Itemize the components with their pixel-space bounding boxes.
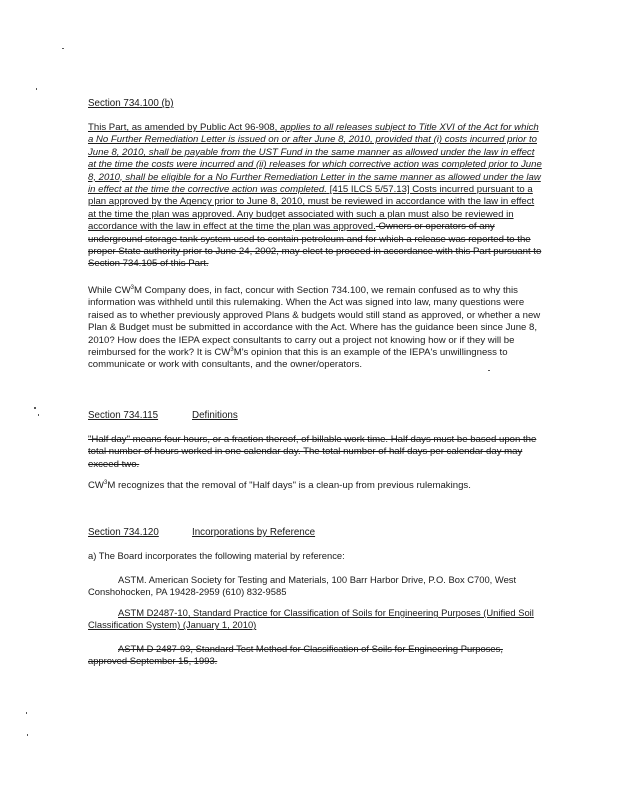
section-120-heading-number: Section 734.120 [88, 527, 159, 538]
astm-d2487-10-reference: ASTM D2487-10, Standard Practice for Classification of Soils for Engineering Purposes (Unified Soil Classification System) (January 1, 2010) [88, 607, 534, 631]
rule-cost-review: [415 ILCS 5/57.13] Costs incurred pursuant to a plan approved by the Agency prior to June 8, 2010, must be reviewed in accordance with the law in effect at the time the plan was approved. Any budget associated with such a plan must also be reviewed in accordance with the law in effect at the time the plan was approved. [88, 184, 535, 233]
scan-speck [38, 414, 39, 416]
section-100-heading: Section 734.100 (b) [88, 98, 174, 109]
section-115-comment: $CW^3M$ recognizes that the removal of "Half days" is a clean-up from previous rulemakings. [88, 479, 471, 491]
scan-speck [62, 48, 64, 49]
section-120-item-a: a) The Board incorporates the following material by reference: [88, 550, 345, 561]
rule-intro: This Part, as amended by Public Act 96-908, [88, 122, 280, 133]
section-115-heading-title: Definitions [192, 410, 238, 421]
section-115-rule-deleted: "Half day" means four hours, or a fraction thereof, of billable work time. Half days must be based upon the total number of hours worked in one calendar day. The total number of half days per calendar day may exceed two. [88, 434, 537, 470]
astm-organization: ASTM. American Society for Testing and Materials, 100 Barr Harbor Drive, P.O. Box C700, West Conshohocken, PA 19428-2959 (610) 832-9585 [88, 574, 517, 598]
rule-statute-quote: applies to all releases subject to Title XVI of the Act for which a No Further Remediation Letter is issued on or after June 8, 2010, provided that (i) costs incurred prior to June 8, 2010, shall be payable from the UST Fund in the same manner as allowed under the law in effect at the time the costs were incurred and (ii) releases for which corrective action was completed prior to June 8, 2010, shall be eligible for a No Further Remediation Letter in the same manner as allowed under the law in effect at the time the corrective action was completed. [88, 122, 542, 196]
section-100-rule-text [88, 122, 544, 271]
scan-speck [36, 88, 37, 90]
section-120-heading-title: Incorporations by Reference [192, 527, 316, 538]
section-100-comment: While $CW^3M$ Company does, in fact, concur with Section 734.100, we remain confused as to why this information was withheld until this rulemaking. When the Act was signed into law, many questions were raised as to whether previously approved Plans & budgets would still stand as approved, or whether a new Plan & Budget must be submitted in accordance with the Act. Where has the guidance been since June 8, 2010? How does the IEPA expect consultants to carry out a project not knowing how or if they will be reimbursed for the work? It is $CW^3M's$ opinion that this is an example of the IEPA's unwillingness to communicate or work with consultants, and the owner/operators. [88, 284, 541, 371]
section-115-heading-number: Section 734.115 [88, 410, 159, 421]
scan-speck [26, 712, 27, 714]
astm-d2487-93-reference-deleted: ASTM D 2487-93, Standard Test Method for Classification of Soils for Engineering Purposes, approved September 15, 1993. [88, 643, 503, 667]
rule-deleted-text: Owners or operators of any underground storage tank system used to contain petroleum and for which a release was reported to the proper State authority prior to June 24, 2002, may elect to proceed in accordance with this Part pursuant to Section 734.105 of this Part. [88, 221, 542, 270]
scan-speck [34, 407, 36, 409]
scan-speck [27, 734, 28, 736]
